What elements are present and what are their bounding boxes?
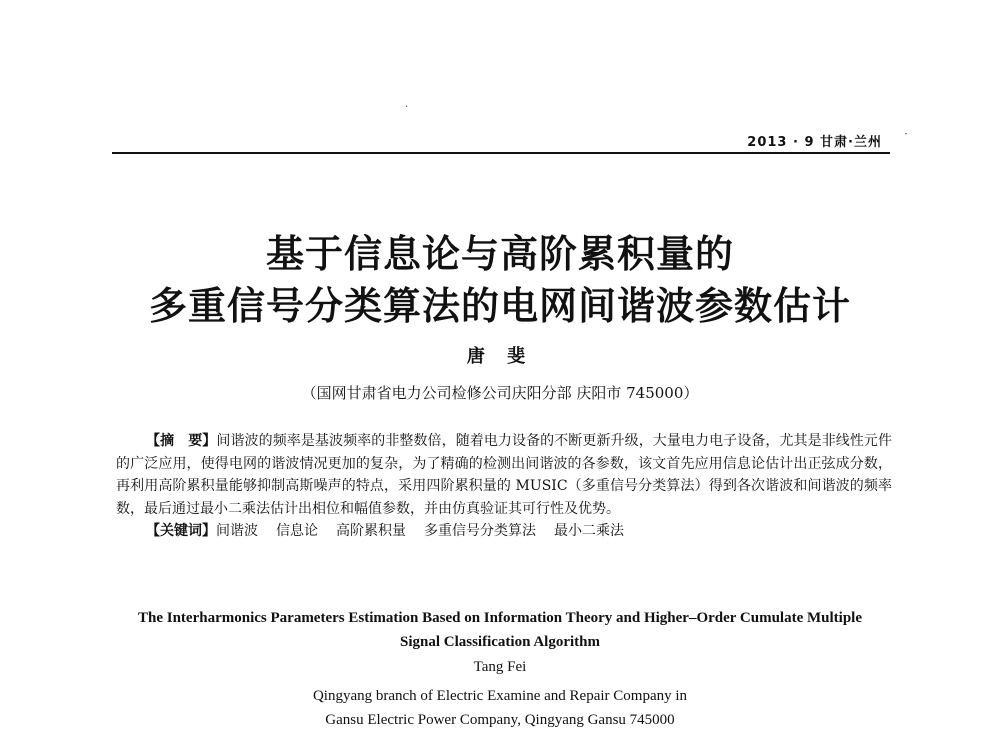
paper-title <box>0 228 1000 332</box>
header-meta <box>747 131 882 150</box>
keyword: 信息论 <box>276 523 318 539</box>
keyword: 高阶累积量 <box>336 523 406 539</box>
header-location: 甘肃·兰州 <box>820 135 882 150</box>
author-affiliation: （国网甘肃省电力公司检修公司庆阳分部 庆阳市 745000） <box>301 384 699 402</box>
english-author: Tang Fei <box>473 659 527 675</box>
keywords-line <box>116 520 892 543</box>
english-title-line-1: The Interharmonics Parameters Estimation Based on Information Theory and Higher–Order Cumulate Multiple <box>138 610 862 626</box>
abstract-paragraph <box>116 430 892 520</box>
english-title-line-2: Signal Classification Algorithm <box>399 634 601 650</box>
english-affiliation-line-1: Qingyang branch of Electric Examine and Repair Company in <box>312 688 688 704</box>
keywords-label: 【关键词】 <box>146 523 216 539</box>
title-line-2: 多重信号分类算法的电网间谐波参数估计 <box>148 283 851 328</box>
keyword: 最小二乘法 <box>554 523 624 539</box>
header-issue: 2013 · 9 <box>747 135 815 150</box>
keyword: 多重信号分类算法 <box>424 523 536 539</box>
stray-dot: · <box>405 102 409 113</box>
abstract-text: 间谐波的频率是基波频率的非整数倍，随着电力设备的不断更新升级，大量电力电子设备，尤其是非线性元件的广泛应用，使得电网的谐波情况更加的复杂，为了精确的检测出间谐波的各参数，该文首先应用信息论估计出正弦成分数，再利用高阶累积量能够抑制高斯噪声的特点，采用四阶累积量的 MUSIC（多重信号分类算法）得到各次谐波和间谐波的频率数，最后通过最小二乘法估计出相位和幅值参数，并由仿真验证其可行性及优势。 <box>116 433 893 517</box>
abstract-section <box>116 430 892 543</box>
english-affiliation-line-2: Gansu Electric Power Company, Qingyang Gansu 745000 <box>325 712 675 728</box>
english-affiliation <box>0 684 1000 732</box>
abstract-label: 【摘 要】 <box>146 433 217 449</box>
keyword: 间谐波 <box>216 523 258 539</box>
english-title <box>0 606 1000 654</box>
stray-dot-right: · <box>904 127 908 141</box>
author-name: 唐 斐 <box>466 346 534 367</box>
header-rule <box>112 152 890 154</box>
title-line-1: 基于信息论与高阶累积量的 <box>265 231 734 276</box>
